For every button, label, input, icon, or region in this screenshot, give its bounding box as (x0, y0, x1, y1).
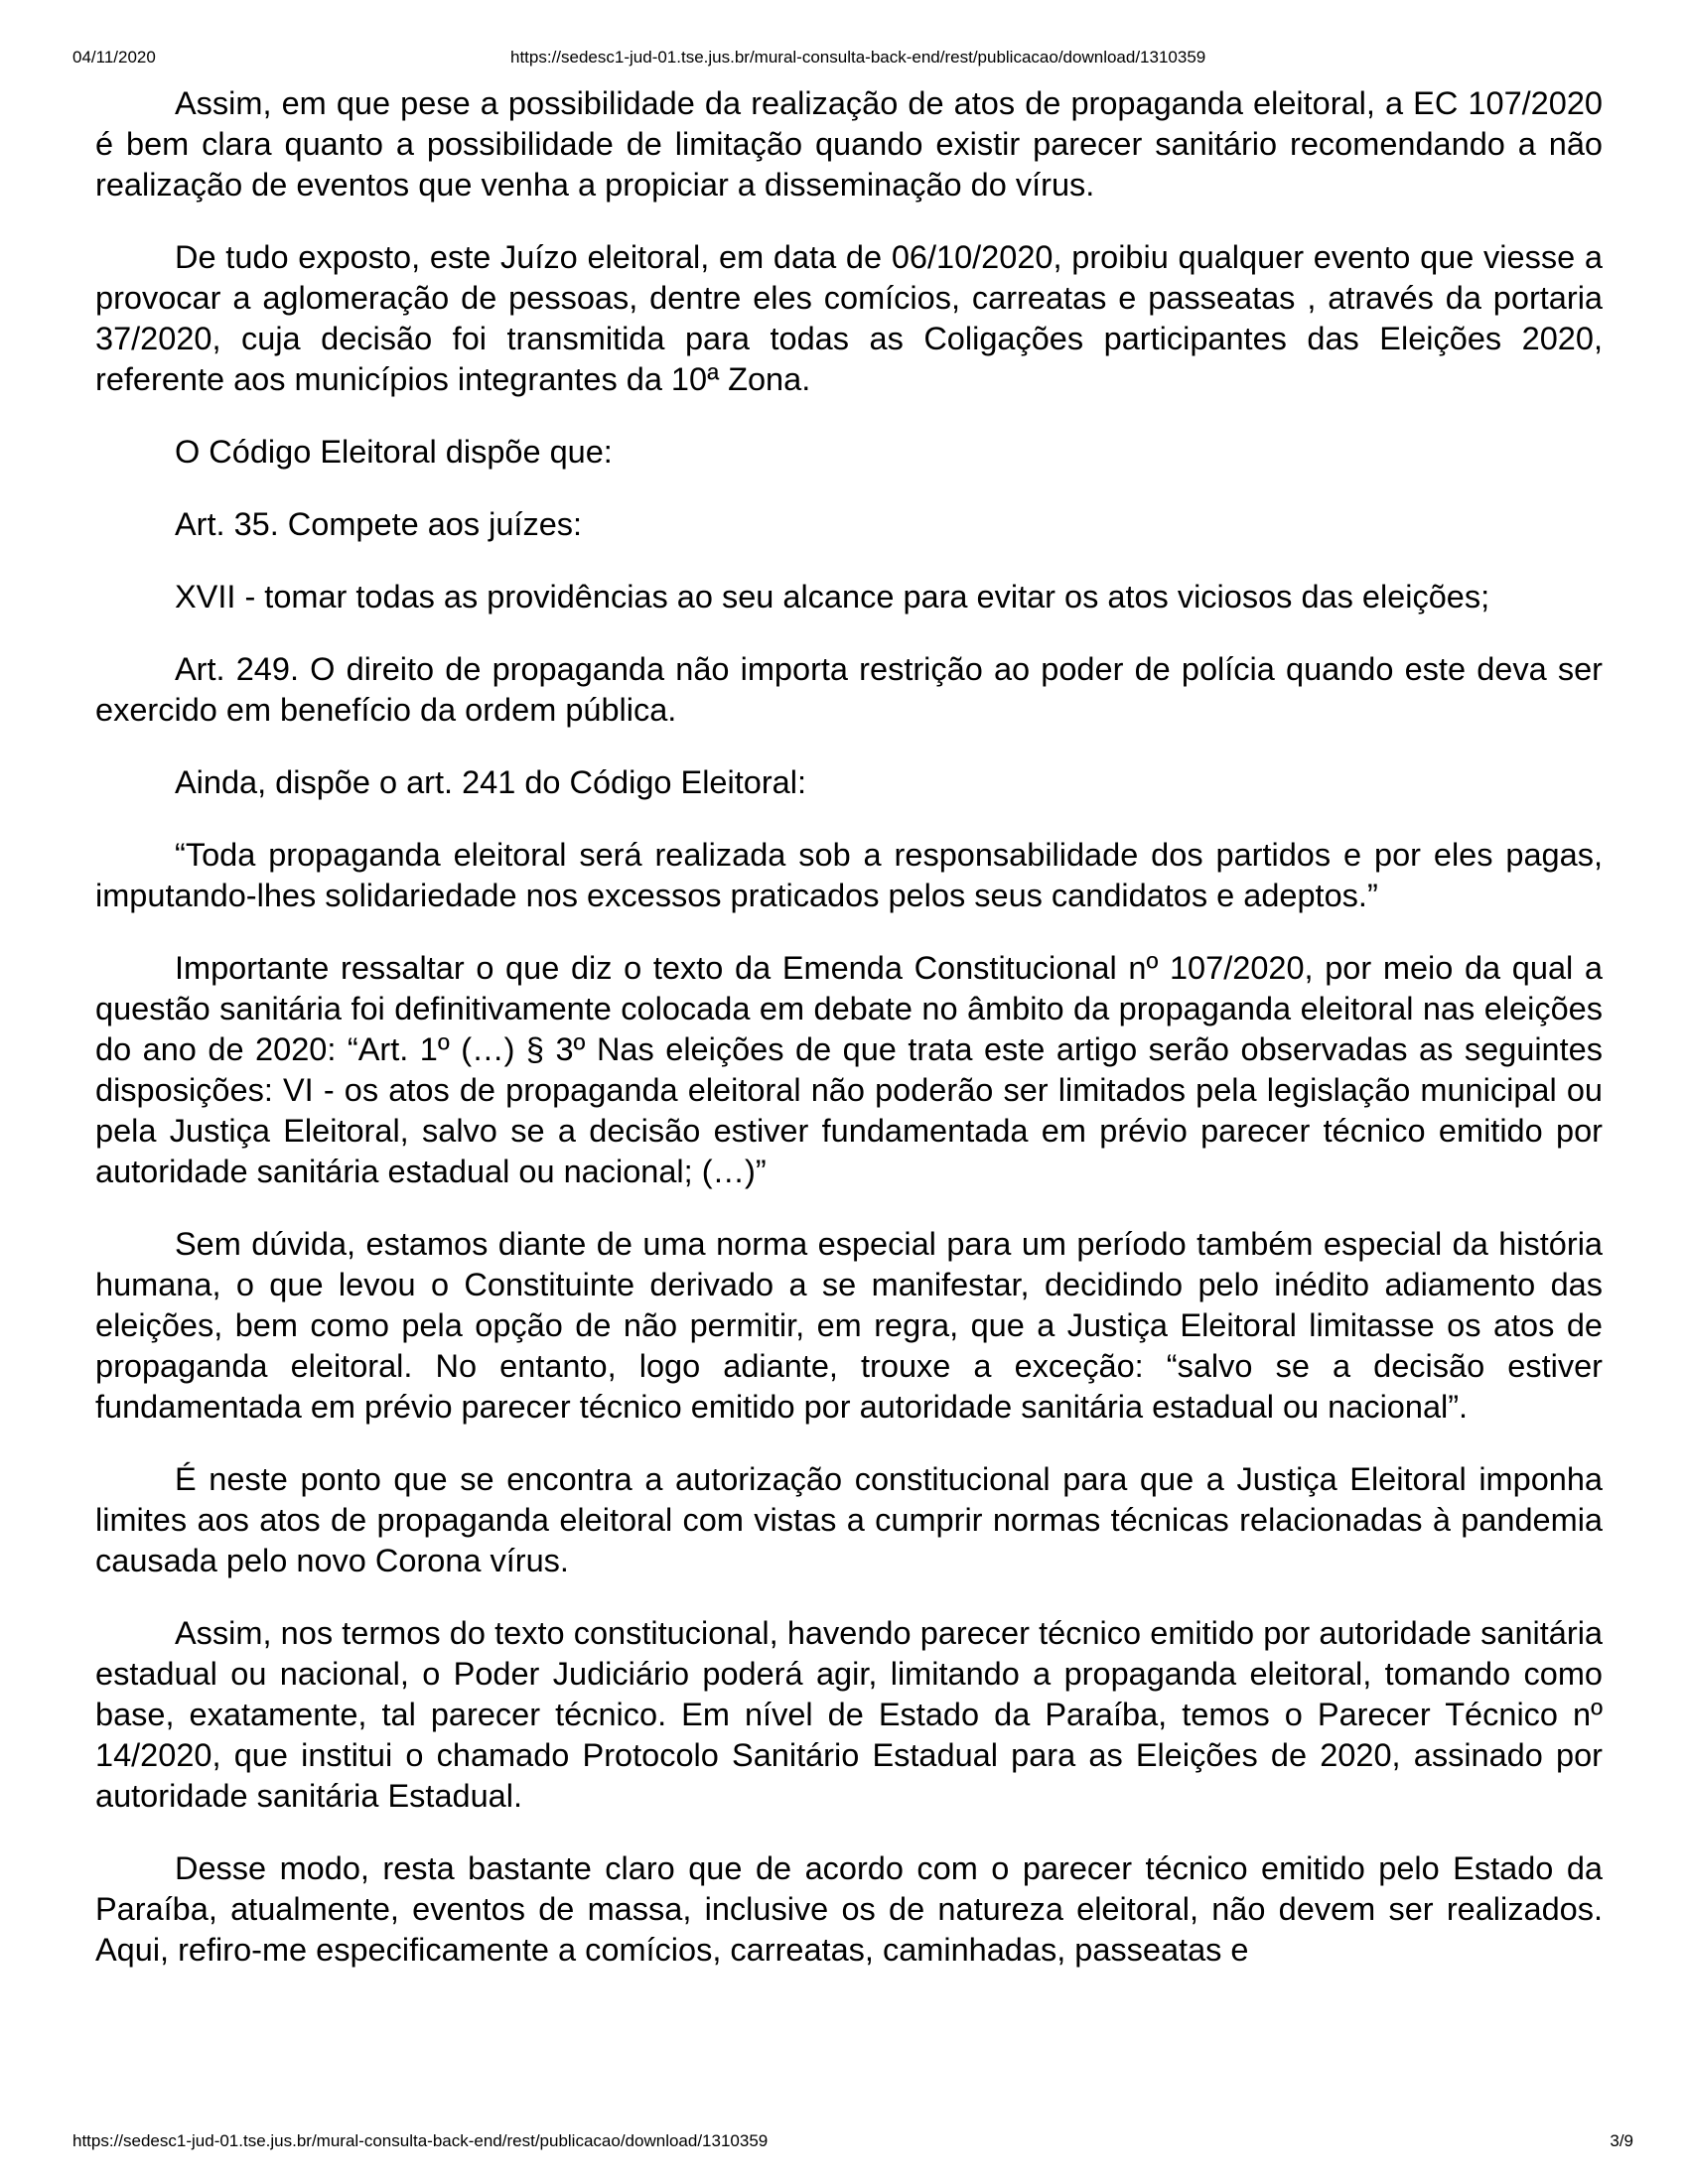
paragraph: Desse modo, resta bastante claro que de acordo com o parecer técnico emitido pelo Estado da Paraíba, atualmente, eventos de massa, inclusive os de natureza eleitoral, não devem ser realizados. Aqui, refiro-me especificamente a comícios, carreatas, caminhadas, passeatas e (95, 1850, 1603, 1968)
document-body (95, 83, 1603, 1971)
paragraph: XVII - tomar todas as providências ao seu alcance para evitar os atos viciosos das eleições; (175, 579, 1490, 614)
paragraph: É neste ponto que se encontra a autorização constitucional para que a Justiça Eleitoral imponha limites aos atos de propaganda eleitoral com vistas a cumprir normas técnicas relacionadas à pandemia causada pelo novo Corona vírus. (95, 1461, 1603, 1578)
paragraph: O Código Eleitoral dispõe que: (175, 434, 613, 470)
paragraph: “Toda propaganda eleitoral será realizada sob a responsabilidade dos partidos e por eles pagas, imputando-lhes solidariedade nos excessos praticados pelos seus candidatos e adeptos.” (95, 837, 1603, 913)
paragraph: De tudo exposto, este Juízo eleitoral, em data de 06/10/2020, proibiu qualquer evento que viesse a provocar a aglomeração de pessoas, dentre eles comícios, carreatas e passeatas , através da portaria 37/2020, cuja decisão foi transmitida para todas as Coligações participantes das Eleições 2020, referente aos municípios integrantes da 10ª Zona. (95, 239, 1603, 397)
paragraph: Assim, nos termos do texto constitucional, havendo parecer técnico emitido por autoridade sanitária estadual ou nacional, o Poder Judiciário poderá agir, limitando a propaganda eleitoral, tomando como base, exatamente, tal parecer técnico. Em nível de Estado da Paraíba, temos o Parecer Técnico nº 14/2020, que institui o chamado Protocolo Sanitário Estadual para as Eleições de 2020, assinado por autoridade sanitária Estadual. (95, 1615, 1603, 1814)
paragraph: Ainda, dispõe o art. 241 do Código Eleitoral: (175, 764, 806, 800)
paragraph: Assim, em que pese a possibilidade da realização de atos de propaganda eleitoral, a EC 107/2020 é bem clara quanto a possibilidade de limitação quando existir parecer sanitário recomendando a não realização de eventos que venha a propiciar a disseminação do vírus. (95, 85, 1603, 203)
footer-url: https://sedesc1-jud-01.tse.jus.br/mural-consulta-back-end/rest/publicacao/download/1310359 (72, 2131, 769, 2150)
paragraph: Art. 249. O direito de propaganda não importa restrição ao poder de polícia quando este deva ser exercido em benefício da ordem pública. (95, 651, 1603, 728)
paragraph: Sem dúvida, estamos diante de uma norma especial para um período também especial da história humana, o que levou o Constituinte derivado a se manifestar, decidindo pelo inédito adiamento das eleições, bem como pela opção de não permitir, em regra, que a Justiça Eleitoral limitasse os atos de propaganda eleitoral. No entanto, logo adiante, trouxe a exceção: “salvo se a decisão estiver fundamentada em prévio parecer técnico emitido por autoridade sanitária estadual ou nacional”. (95, 1226, 1603, 1425)
paragraph: Importante ressaltar o que diz o texto da Emenda Constitucional nº 107/2020, por meio da qual a questão sanitária foi definitivamente colocada em debate no âmbito da propaganda eleitoral nas eleições do ano de 2020: “Art. 1º (…) § 3º Nas eleições de que trata este artigo serão observadas as seguintes disposições: VI - os atos de propaganda eleitoral não poderão ser limitados pela legislação municipal ou pela Justiça Eleitoral, salvo se a decisão estiver fundamentada em prévio parecer técnico emitido por autoridade sanitária estadual ou nacional; (…)” (95, 950, 1603, 1189)
page-number: 3/9 (1610, 2131, 1633, 2150)
print-date: 04/11/2020 (72, 48, 156, 67)
header-url: https://sedesc1-jud-01.tse.jus.br/mural-consulta-back-end/rest/publicacao/download/1310359 (510, 48, 1206, 67)
paragraph: Art. 35. Compete aos juízes: (175, 506, 583, 542)
